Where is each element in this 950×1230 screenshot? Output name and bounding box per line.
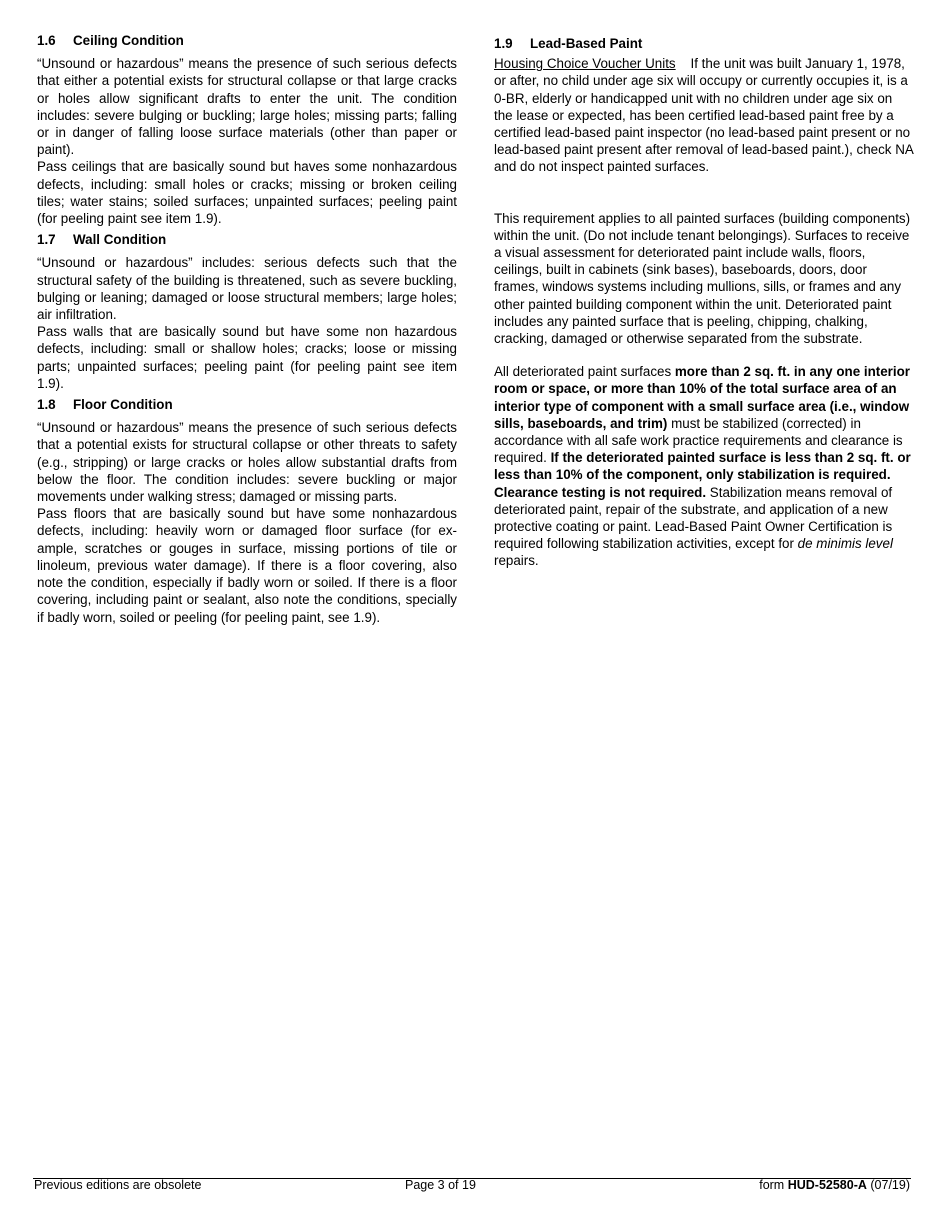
bold-run: more than 2 sq. ft. in any one interior room or space, or more than 10% of the total surface area of an interior type of component with a small surface area (i.e., window sills, baseboards, and trim) bbox=[494, 364, 910, 431]
hcv-paragraph bbox=[494, 55, 914, 175]
section-number: 1.6 bbox=[37, 33, 56, 48]
form-date: (07/19) bbox=[866, 1178, 910, 1192]
section-title: Wall Condition bbox=[73, 232, 167, 248]
wall-unsound-paragraph: “Unsound or hazardous” includes: serious defects such that the structural safety of the building is threatened, such as severe buckling, bulging or leaning; damaged or loose structural members; large holes; air infiltration. bbox=[37, 255, 457, 323]
hcv-text: If the unit was built January 1, 1978, or after, no child under age six will occupy or currently occupies it, is a 0-BR, elderly or handicapped unit with no children under age six on the lease or expected, has been certified lead-based paint free by a certified lead-based paint inspector (no lead-based paint present or no lead-based paint present after removal of lead-based paint.), check NA and do not inspect painted surfaces. bbox=[494, 56, 914, 175]
text-run: must be stabilized (corrected) in accordance with all safe work practice requirements and clearance is required. bbox=[494, 415, 903, 466]
text-run: repairs. bbox=[494, 553, 539, 569]
floor-pass-paragraph: Pass floors that are basically sound but have some nonhazardous defects, including: heavily worn or damaged floor surface (for ex-ample, scratches or gouges in surface, missing portions of tile or linoleum, previous water damage). If there is a floor covering, also note the condition, especially if badly worn or soiled. If there is a floor covering, including paint or sealant, also note the conditions, specially if badly worn, soiled or peeling (for peeling paint, see 1.9). bbox=[37, 506, 457, 625]
ceiling-pass-paragraph: Pass ceilings that are basically sound but haves some nonhazardous defects, including: small holes or cracks; missing or broken ceiling tiles; water stains; soiled surfaces; unpainted surfaces; peeling paint (for peeling paint see item 1.9). bbox=[37, 159, 457, 227]
bold-run: If the deteriorated painted surface is less than 2 sq. ft. or less than 10% of the component, only stabilization is required. Clearance testing is not required. bbox=[494, 450, 911, 500]
form-prefix: form bbox=[759, 1178, 788, 1192]
footer-obsolete-note: Previous editions are obsolete bbox=[34, 1178, 202, 1192]
section-title: Floor Condition bbox=[73, 397, 173, 413]
section-title: Ceiling Condition bbox=[73, 33, 184, 48]
section-number: 1.9 bbox=[494, 36, 513, 51]
floor-unsound-paragraph: “Unsound or hazardous” means the presence of such serious defects that a potential exists for structural collapse or other threats to safety (e.g., stripping) or large cracks or holes allow substantial drafts from below the floor. The condition includes: severe buckling or major movements under walking stress; damaged or missing parts. bbox=[37, 420, 457, 505]
section-heading-lead-paint bbox=[494, 35, 914, 52]
text-run: Stabilization means removal of deteriorated paint, repair of the substrate, and application of a new protective coating or paint. Lead-Based Paint Owner Certification is required following stabilization activities, except for bbox=[494, 484, 893, 552]
italic-run: de minimis level bbox=[797, 536, 893, 552]
footer-form-id bbox=[759, 1178, 910, 1192]
deteriorated-paint-paragraph bbox=[494, 363, 914, 569]
painted-surfaces-paragraph: This requirement applies to all painted surfaces (building components) within the unit. (Do not include tenant belongings). Surfaces to receive a visual assessment for deteriorated paint include walls, floors, ceilings, built in cabinets (sink bases), baseboards, doors, door frames, windows systems including mullions, sills, or frames and any other painted building component within the unit. Deteriorated paint includes any painted surface that is peeling, chipping, chalking, cracking, damaged or otherwise separated from the substrate. bbox=[494, 210, 911, 347]
left-column bbox=[37, 32, 457, 626]
right-column bbox=[494, 32, 914, 570]
ceiling-unsound-paragraph: “Unsound or hazardous” means the presence of such serious defects that either a potential exists for structural collapse or that large cracks or holes allow significant drafts to enter the unit. The condition includes: severe bulging or buckling; large holes; missing parts; falling or in danger of falling loose surface materials (other than paper or paint). bbox=[37, 56, 457, 158]
section-heading-floor bbox=[37, 396, 457, 413]
section-heading-ceiling bbox=[37, 32, 457, 49]
section-number: 1.7 bbox=[37, 232, 56, 248]
form-number: HUD-52580-A bbox=[787, 1178, 867, 1192]
section-heading-wall bbox=[37, 231, 457, 248]
wall-pass-paragraph: Pass walls that are basically sound but have some non hazardous defects, including: small or shallow holes; cracks; loose or missing parts; unpainted surfaces; peeling paint (for peeling paint see item 1.9). bbox=[37, 324, 457, 391]
hcv-label: Housing Choice Voucher Units bbox=[494, 56, 676, 72]
section-title: Lead-Based Paint bbox=[530, 36, 643, 51]
text-run: All deteriorated paint surfaces bbox=[494, 364, 675, 380]
footer-page-number: Page 3 of 19 bbox=[405, 1178, 476, 1192]
section-number: 1.8 bbox=[37, 397, 56, 413]
